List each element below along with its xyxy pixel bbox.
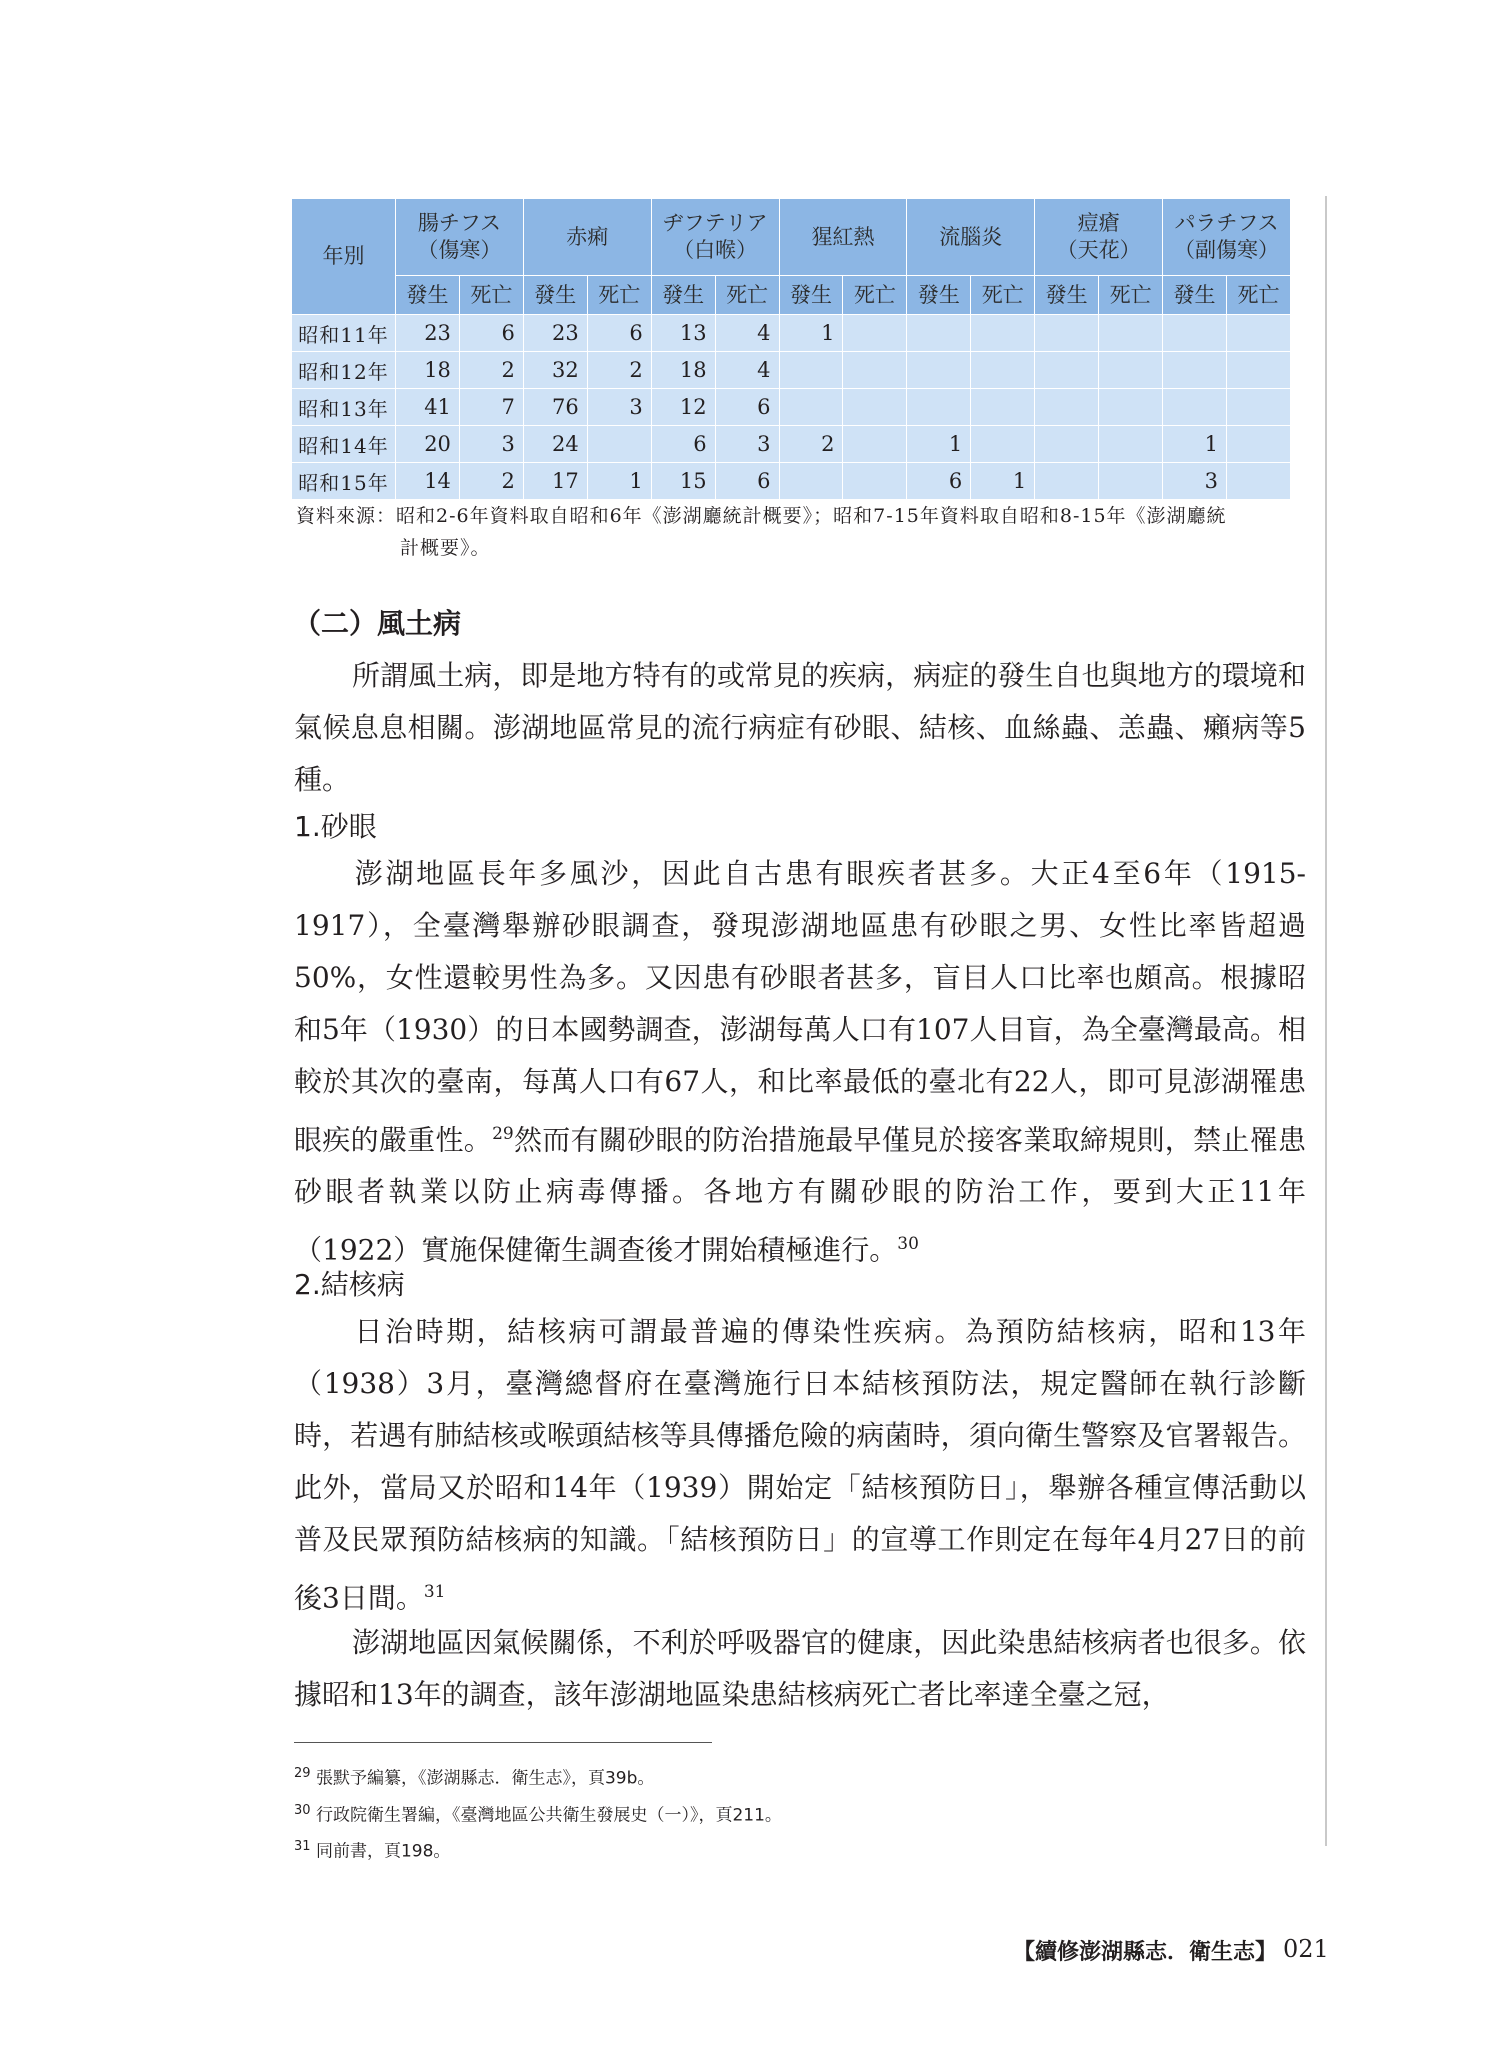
row-year: 昭和14年 xyxy=(292,426,396,463)
disease-name: 赤痢 xyxy=(566,224,609,249)
table-cell xyxy=(1163,352,1227,389)
table-cell: 13 xyxy=(651,315,715,352)
table-source-note xyxy=(296,500,1311,564)
running-title: 【續修澎湖縣志．衛生志】 xyxy=(1013,1939,1278,1965)
sub-header-death: 死亡 xyxy=(459,276,523,315)
table-cell xyxy=(843,389,907,426)
table-cell: 6 xyxy=(715,463,779,500)
disease-alt-name: （傷寒） xyxy=(417,238,502,262)
table-cell: 2 xyxy=(459,463,523,500)
table-cell: 1 xyxy=(907,426,971,463)
table-cell: 4 xyxy=(715,352,779,389)
table-row xyxy=(292,352,1291,389)
row-year: 昭和13年 xyxy=(292,389,396,426)
margin-rule xyxy=(1325,196,1327,1846)
disease-stat-table xyxy=(291,198,1291,500)
trachoma-paragraph xyxy=(294,848,1306,1277)
table-cell xyxy=(587,426,651,463)
table-cell xyxy=(1099,315,1163,352)
disease-alt-name: （副傷寒） xyxy=(1174,238,1280,262)
disease-header-5 xyxy=(1035,199,1163,276)
intro-text: 所謂風土病，即是地方特有的或常見的疾病，病症的發生自也與地方的環境和氣候息息相關。澎湖地區常見的流行病症有砂眼、結核、血絲蟲、恙蟲、癩病等5種。 xyxy=(294,659,1306,796)
table-cell xyxy=(907,352,971,389)
footnote-ref-31: 31 xyxy=(423,1582,446,1602)
table-cell xyxy=(1035,352,1099,389)
table-row xyxy=(292,463,1291,500)
table-cell: 23 xyxy=(523,315,587,352)
page-number: 021 xyxy=(1283,1935,1329,1963)
trachoma-text-2: 然而有關砂眼的防治措施最早僅見於接客業取締規則，禁止罹患砂眼者執業以防止病毒傳播。各地方有關砂眼的防治工作，要到大正11年（1922）實施保健衛生調查後才開始積極進行。 xyxy=(294,1123,1306,1267)
subheading-tuberculosis: 2.結核病 xyxy=(294,1268,405,1301)
table-cell xyxy=(1099,352,1163,389)
table-cell xyxy=(1226,463,1290,500)
table-cell xyxy=(971,352,1035,389)
source-line-2: 計概要》。 xyxy=(400,537,491,559)
table-cell: 32 xyxy=(523,352,587,389)
disease-name: 猩紅熱 xyxy=(811,224,875,249)
table-cell: 76 xyxy=(523,389,587,426)
table-cell xyxy=(971,426,1035,463)
table-cell: 6 xyxy=(907,463,971,500)
table-cell: 23 xyxy=(396,315,460,352)
table-cell: 20 xyxy=(396,426,460,463)
table-cell: 12 xyxy=(651,389,715,426)
intro-paragraph xyxy=(294,650,1306,806)
table-cell: 2 xyxy=(779,426,843,463)
sub-header-death: 死亡 xyxy=(715,276,779,315)
footnote-ref-30: 30 xyxy=(897,1234,919,1255)
sub-header-death: 死亡 xyxy=(587,276,651,315)
sub-header-death: 死亡 xyxy=(1226,276,1290,315)
section-title: （二）風土病 xyxy=(293,607,462,640)
table-cell: 3 xyxy=(1163,463,1227,500)
disease-name: 痘瘡 xyxy=(1077,211,1120,235)
table-cell: 1 xyxy=(779,315,843,352)
table-cell xyxy=(1035,463,1099,500)
disease-header-4 xyxy=(907,199,1035,276)
table-cell xyxy=(1163,315,1227,352)
footnote-30: $^{30}$ 行政院衛生署編，《臺灣地區公共衛生發展史（一）》，頁211。 xyxy=(294,1802,782,1826)
table-cell: 2 xyxy=(587,352,651,389)
table-cell: 17 xyxy=(523,463,587,500)
disease-name: パラチフス xyxy=(1174,211,1279,235)
table-cell: 2 xyxy=(459,352,523,389)
disease-header-0 xyxy=(396,199,524,276)
sub-header-death: 死亡 xyxy=(971,276,1035,315)
row-year: 昭和15年 xyxy=(292,463,396,500)
table-cell: 6 xyxy=(715,389,779,426)
sub-header-death: 死亡 xyxy=(1099,276,1163,315)
table-cell: 7 xyxy=(459,389,523,426)
disease-name: 腸チフス xyxy=(417,211,501,235)
table-row xyxy=(292,389,1291,426)
table-cell xyxy=(843,463,907,500)
disease-alt-name: （白喉） xyxy=(673,238,758,262)
footnote-ref-29: 29 xyxy=(492,1124,514,1144)
trachoma-text: 澎湖地區長年多風沙，因此自古患有眼疾者甚多。大正4至6年（1915-1917），全臺灣舉辦砂眼調查，發現澎湖地區患有砂眼之男、女性比率皆超過50%，女性還較男性為多。又因患有砂眼者甚多，盲目人口比率也頗高。根據昭和5年（1930）的日本國勢調查，澎湖每萬人口有107人目盲，為全臺灣最高。相較於其次的臺南，每萬人口有67人，和比率最低的臺北有22人，即可見澎湖罹患眼疾的嚴重性。 xyxy=(294,857,1306,1157)
table-cell: 1 xyxy=(1163,426,1227,463)
sub-header-occur: 發生 xyxy=(779,276,843,315)
subheading-trachoma: 1.砂眼 xyxy=(294,810,377,843)
table-cell: 6 xyxy=(587,315,651,352)
tuberculosis-text-2: 澎湖地區因氣候關係，不利於呼吸器官的健康，因此染患結核病者也很多。依據昭和13年的調查，該年澎湖地區染患結核病死亡者比率達全臺之冠， xyxy=(294,1626,1306,1711)
sub-header-occur: 發生 xyxy=(651,276,715,315)
table-cell: 18 xyxy=(651,352,715,389)
table-cell: 18 xyxy=(396,352,460,389)
row-year: 昭和11年 xyxy=(292,315,396,352)
sub-header-occur: 發生 xyxy=(396,276,460,315)
table-cell: 41 xyxy=(396,389,460,426)
table-cell xyxy=(1035,315,1099,352)
disease-header-1 xyxy=(523,199,651,276)
table-cell xyxy=(1226,426,1290,463)
table-cell xyxy=(1099,426,1163,463)
table-cell xyxy=(1163,389,1227,426)
disease-name: ヂフテリア xyxy=(662,211,768,235)
table-cell: 6 xyxy=(651,426,715,463)
table-cell xyxy=(971,389,1035,426)
tuberculosis-paragraph xyxy=(294,1306,1306,1624)
disease-header-2 xyxy=(651,199,779,276)
disease-header-3 xyxy=(779,199,907,276)
disease-alt-name: （天花） xyxy=(1056,238,1141,262)
table-cell xyxy=(843,315,907,352)
table-cell xyxy=(1099,463,1163,500)
table-cell: 4 xyxy=(715,315,779,352)
table-cell: 14 xyxy=(396,463,460,500)
table-cell xyxy=(907,389,971,426)
sub-header-occur: 發生 xyxy=(523,276,587,315)
table-cell xyxy=(1035,389,1099,426)
footnote-29: $^{29}$ 張默予編纂，《澎湖縣志．衛生志》，頁39b。 xyxy=(294,1766,655,1789)
source-line-1: 資料來源：昭和2-6年資料取自昭和6年《澎湖廳統計概要》；昭和7-15年資料取自昭和8-15年《澎湖廳統 xyxy=(296,505,1227,527)
footnote-31: $^{31}$ 同前書，頁198。 xyxy=(294,1839,451,1862)
table-cell: 1 xyxy=(971,463,1035,500)
table-cell xyxy=(1226,315,1290,352)
table-cell: 1 xyxy=(587,463,651,500)
table-cell: 15 xyxy=(651,463,715,500)
table-row xyxy=(292,315,1291,352)
table-cell: 3 xyxy=(459,426,523,463)
table-cell xyxy=(1035,426,1099,463)
table-cell xyxy=(1226,389,1290,426)
table-cell: 24 xyxy=(523,426,587,463)
table-cell xyxy=(843,352,907,389)
footnotes xyxy=(294,1758,782,1868)
sub-header-death: 死亡 xyxy=(843,276,907,315)
table-cell xyxy=(971,315,1035,352)
table-cell xyxy=(907,315,971,352)
tuberculosis-text: 日治時期，結核病可謂最普遍的傳染性疾病。為預防結核病，昭和13年（1938）3月，臺灣總督府在臺灣施行日本結核預防法，規定醫師在執行診斷時，若遇有肺結核或喉頭結核等具傳播危險的病菌時，須向衛生警察及官署報告。此外，當局又於昭和14年（1939）開始定「結核預防日」，舉辦各種宣傳活動以普及民眾預防結核病的知識。「結核預防日」的宣導工作則定在每年4月27日的前後3日間。 xyxy=(294,1315,1306,1615)
table-cell xyxy=(779,352,843,389)
footnote-rule xyxy=(294,1742,712,1743)
table-cell xyxy=(1226,352,1290,389)
table-cell: 6 xyxy=(459,315,523,352)
sub-header-occur: 發生 xyxy=(907,276,971,315)
disease-header-6 xyxy=(1163,199,1291,276)
sub-header-occur: 發生 xyxy=(1163,276,1227,315)
table-cell xyxy=(779,389,843,426)
table-cell: 3 xyxy=(715,426,779,463)
row-year: 昭和12年 xyxy=(292,352,396,389)
table-cell: 3 xyxy=(587,389,651,426)
table-row xyxy=(292,426,1291,463)
disease-name: 流腦炎 xyxy=(939,224,1003,249)
table-cell xyxy=(843,426,907,463)
table-corner-header: 年別 xyxy=(292,199,396,315)
tuberculosis-paragraph-2 xyxy=(294,1617,1306,1721)
table-cell xyxy=(779,463,843,500)
table-cell xyxy=(1099,389,1163,426)
sub-header-occur: 發生 xyxy=(1035,276,1099,315)
